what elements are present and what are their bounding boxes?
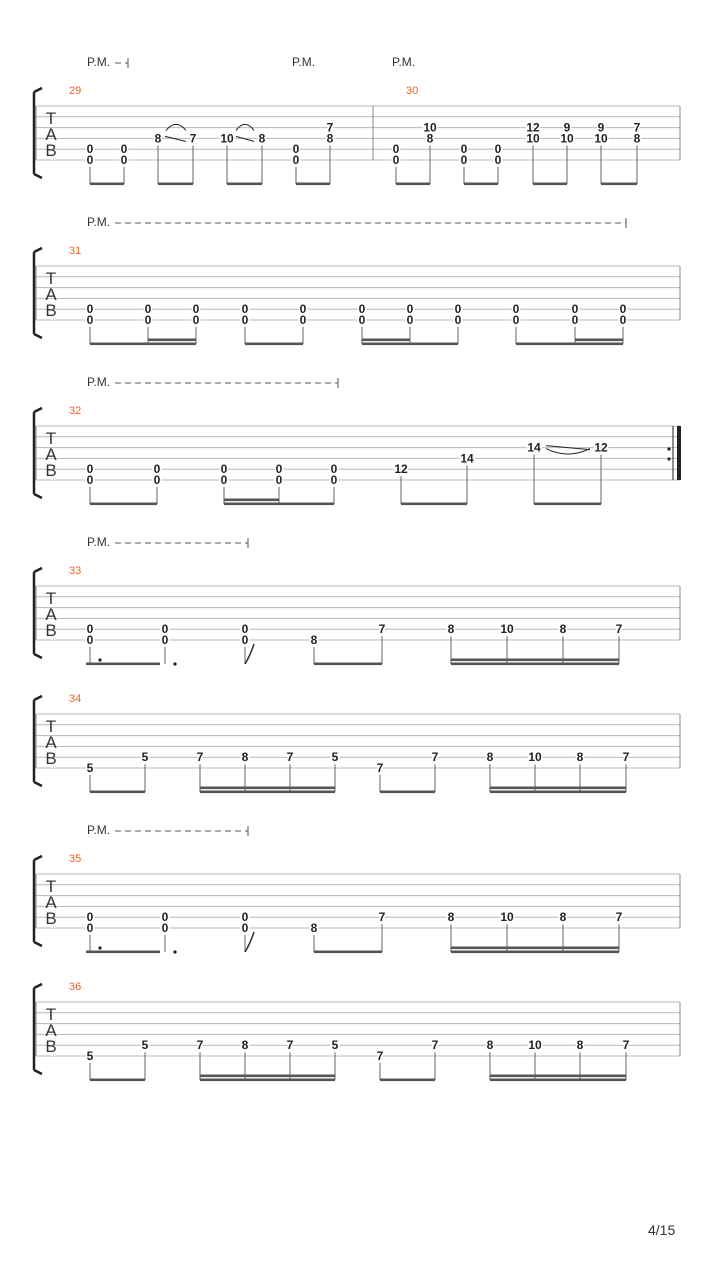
fret-number: 10 (500, 622, 514, 637)
fret-number: 0 (192, 302, 200, 317)
fret-number: 0 (192, 313, 200, 327)
palm-mute-label: P.M. (87, 535, 111, 549)
fret-number: 0 (330, 462, 338, 477)
system-bracket (34, 568, 42, 658)
fret-number: 0 (460, 153, 468, 167)
fret-number: 0 (454, 313, 462, 327)
fret-number: 0 (86, 462, 94, 477)
beam (90, 343, 196, 346)
beam (158, 183, 193, 186)
fret-number: 7 (286, 750, 294, 765)
beam (464, 183, 498, 186)
fret-number: 0 (512, 313, 520, 327)
tab-clef-letter: A (45, 125, 57, 144)
fret-number: 0 (460, 142, 468, 157)
beam (148, 339, 196, 342)
tab-clef-letter: B (45, 141, 57, 160)
fret-number: 8 (633, 131, 641, 146)
fret-number: 14 (460, 451, 474, 466)
fret-number: 7 (633, 120, 641, 135)
fret-number: 0 (153, 473, 161, 487)
fret-number: 0 (494, 142, 502, 157)
fret-number: 7 (196, 750, 204, 765)
fret-number: 0 (86, 921, 94, 935)
fret-number: 8 (310, 633, 318, 647)
tab-clef-letter: A (45, 605, 57, 624)
tab-clef-letter: T (45, 877, 57, 896)
fret-number: 0 (619, 313, 627, 327)
beam (314, 663, 382, 666)
fret-number: 10 (220, 131, 234, 146)
beam (90, 791, 145, 794)
tab-system (34, 826, 680, 953)
fret-number: 8 (559, 910, 567, 925)
fret-number: 12 (394, 462, 408, 477)
beam (451, 663, 619, 666)
beam (516, 343, 623, 346)
palm-mute-label: P.M. (87, 823, 111, 837)
fret-number: 10 (500, 910, 514, 925)
measure-number: 35 (69, 853, 82, 865)
fret-number: 0 (241, 633, 249, 647)
fret-number: 0 (292, 153, 300, 167)
fret-number: 0 (571, 313, 579, 327)
fret-number: 7 (378, 622, 386, 637)
fret-number: 0 (241, 302, 249, 317)
fret-number: 0 (275, 462, 283, 477)
beam (533, 183, 567, 186)
tab-system (34, 378, 680, 505)
fret-number: 8 (241, 750, 249, 765)
beam (200, 1075, 335, 1078)
tab-clef-letter: B (45, 749, 57, 768)
fret-number: 0 (406, 313, 414, 327)
rhythm-dot (98, 946, 101, 949)
beam (200, 791, 335, 794)
fret-number: 8 (447, 622, 455, 637)
palm-mute-label: P.M. (392, 55, 416, 69)
palm-mute-label: P.M. (87, 375, 111, 389)
fret-number: 10 (526, 131, 540, 146)
tab-clef-letter: T (45, 589, 57, 608)
palm-mute-label: P.M. (292, 55, 316, 69)
repeat-dot (667, 457, 670, 460)
fret-number: 10 (528, 750, 542, 765)
fret-number: 5 (141, 750, 149, 765)
beam (200, 787, 335, 790)
beam (296, 183, 330, 186)
fret-number: 0 (153, 462, 161, 477)
note-flag (245, 932, 254, 952)
beam (224, 503, 334, 506)
tab-system (34, 538, 680, 665)
tab-clef-letter: T (45, 717, 57, 736)
tab-clef-letter: A (45, 445, 57, 464)
fret-number: 8 (486, 1038, 494, 1053)
fret-number: 0 (86, 313, 94, 327)
tab-system (34, 984, 680, 1081)
repeat-dot (667, 447, 670, 450)
fret-number: 0 (86, 910, 94, 925)
fret-number: 8 (426, 131, 434, 146)
beam (227, 183, 262, 186)
fret-number: 10 (594, 131, 608, 146)
fret-number: 0 (619, 302, 627, 317)
beam (451, 947, 619, 950)
fret-number: 8 (326, 131, 334, 146)
beam (200, 1079, 335, 1082)
fret-number: 0 (86, 633, 94, 647)
fret-number: 0 (292, 142, 300, 157)
fret-number: 0 (512, 302, 520, 317)
beam (245, 343, 303, 346)
tab-system (34, 218, 680, 345)
fret-number: 0 (299, 302, 307, 317)
beam (314, 951, 382, 954)
fret-number: 7 (376, 761, 384, 775)
fret-number: 10 (528, 1038, 542, 1053)
beam (575, 339, 623, 342)
palm-mute-label: P.M. (87, 55, 111, 69)
fret-number: 0 (144, 313, 152, 327)
fret-number: 7 (615, 622, 623, 637)
tab-clef-letter: B (45, 909, 57, 928)
fret-number: 0 (241, 921, 249, 935)
fret-number: 0 (86, 473, 94, 487)
tab-system (34, 58, 680, 185)
tab-clef-letter: A (45, 285, 57, 304)
beam (90, 1079, 145, 1082)
fret-number: 0 (220, 473, 228, 487)
fret-number: 12 (594, 440, 608, 455)
fret-number: 7 (326, 120, 334, 135)
fret-number: 7 (286, 1038, 294, 1053)
fret-number: 0 (86, 302, 94, 317)
fret-number: 0 (241, 313, 249, 327)
beam (490, 787, 626, 790)
tab-clef-letter: B (45, 1037, 57, 1056)
measure-number: 29 (69, 85, 82, 97)
beam (490, 1079, 626, 1082)
fret-number: 7 (431, 1038, 439, 1053)
fret-number: 0 (161, 921, 169, 935)
fret-number: 7 (376, 1049, 384, 1063)
measure-number: 33 (69, 565, 82, 577)
measure-number: 32 (69, 405, 82, 417)
measure-number: 36 (69, 981, 82, 993)
fret-number: 0 (358, 302, 366, 317)
beam (601, 183, 637, 186)
fret-number: 8 (258, 131, 266, 146)
beam (490, 1075, 626, 1078)
note-flag (245, 644, 254, 664)
fret-number: 7 (189, 131, 197, 146)
beam (362, 339, 410, 342)
fret-number: 0 (120, 142, 128, 157)
beam (380, 1079, 435, 1082)
tab-clef-letter: T (45, 269, 57, 288)
tab-clef-letter: B (45, 621, 57, 640)
fret-number: 0 (86, 622, 94, 637)
fret-number: 0 (330, 473, 338, 487)
page-number: 4/15 (648, 1222, 676, 1238)
tab-clef-letter: B (45, 461, 57, 480)
tab-clef-letter: T (45, 429, 57, 448)
measure-number: 30 (406, 85, 419, 97)
fret-number: 0 (358, 313, 366, 327)
fret-number: 8 (310, 921, 318, 935)
fret-number: 0 (161, 622, 169, 637)
beam (362, 343, 458, 346)
tab-clef-letter: T (45, 109, 57, 128)
fret-number: 7 (196, 1038, 204, 1053)
fret-number: 0 (275, 473, 283, 487)
fret-number: 0 (392, 153, 400, 167)
fret-number: 10 (423, 120, 437, 135)
beam (451, 951, 619, 954)
fret-number: 8 (576, 1038, 584, 1053)
fret-number: 0 (86, 153, 94, 167)
fret-number: 5 (331, 1038, 339, 1053)
fret-number: 0 (299, 313, 307, 327)
fret-number: 5 (86, 761, 94, 775)
fret-number: 5 (86, 1049, 94, 1063)
fret-number: 7 (378, 910, 386, 925)
beam (90, 183, 124, 186)
fret-number: 0 (120, 153, 128, 167)
system-bracket (34, 856, 42, 946)
repeat-thick-line (677, 426, 681, 480)
rhythm-dot (173, 662, 176, 665)
beam (490, 791, 626, 794)
fret-number: 5 (141, 1038, 149, 1053)
system-bracket (34, 696, 42, 786)
fret-number: 0 (241, 622, 249, 637)
fret-number: 14 (527, 440, 541, 455)
system-bracket (34, 248, 42, 338)
fret-number: 0 (241, 910, 249, 925)
measure-number: 31 (69, 245, 82, 257)
fret-number: 0 (494, 153, 502, 167)
fret-number: 0 (220, 462, 228, 477)
beam (86, 951, 160, 954)
tab-clef-letter: A (45, 893, 57, 912)
tab-clef-letter: T (45, 1005, 57, 1024)
fret-number: 7 (622, 1038, 630, 1053)
beam (380, 791, 435, 794)
beam (451, 659, 619, 662)
tab-clef-letter: A (45, 1021, 57, 1040)
system-bracket (34, 984, 42, 1074)
fret-number: 9 (563, 120, 571, 135)
fret-number: 8 (576, 750, 584, 765)
fret-number: 7 (622, 750, 630, 765)
fret-number: 7 (615, 910, 623, 925)
fret-number: 0 (406, 302, 414, 317)
beam (86, 663, 160, 666)
fret-number: 8 (447, 910, 455, 925)
fret-number: 0 (392, 142, 400, 157)
beam (224, 499, 279, 502)
beam (90, 503, 157, 506)
fret-number: 8 (559, 622, 567, 637)
tab-clef-letter: A (45, 733, 57, 752)
palm-mute-label: P.M. (87, 215, 111, 229)
beam (534, 503, 601, 506)
fret-number: 8 (241, 1038, 249, 1053)
fret-number: 0 (454, 302, 462, 317)
fret-number: 8 (154, 131, 162, 146)
system-bracket (34, 408, 42, 498)
rhythm-dot (98, 658, 101, 661)
beam (396, 183, 430, 186)
tab-system (34, 696, 680, 793)
fret-number: 0 (161, 910, 169, 925)
fret-number: 10 (560, 131, 574, 146)
beam (401, 503, 467, 506)
fret-number: 0 (144, 302, 152, 317)
fret-number: 0 (161, 633, 169, 647)
system-bracket (34, 88, 42, 178)
fret-number: 7 (431, 750, 439, 765)
fret-number: 0 (571, 302, 579, 317)
measure-number: 34 (69, 693, 82, 705)
rhythm-dot (173, 950, 176, 953)
fret-number: 8 (486, 750, 494, 765)
fret-number: 0 (86, 142, 94, 157)
fret-number: 9 (597, 120, 605, 135)
fret-number: 12 (526, 120, 540, 135)
fret-number: 5 (331, 750, 339, 765)
tab-clef-letter: B (45, 301, 57, 320)
